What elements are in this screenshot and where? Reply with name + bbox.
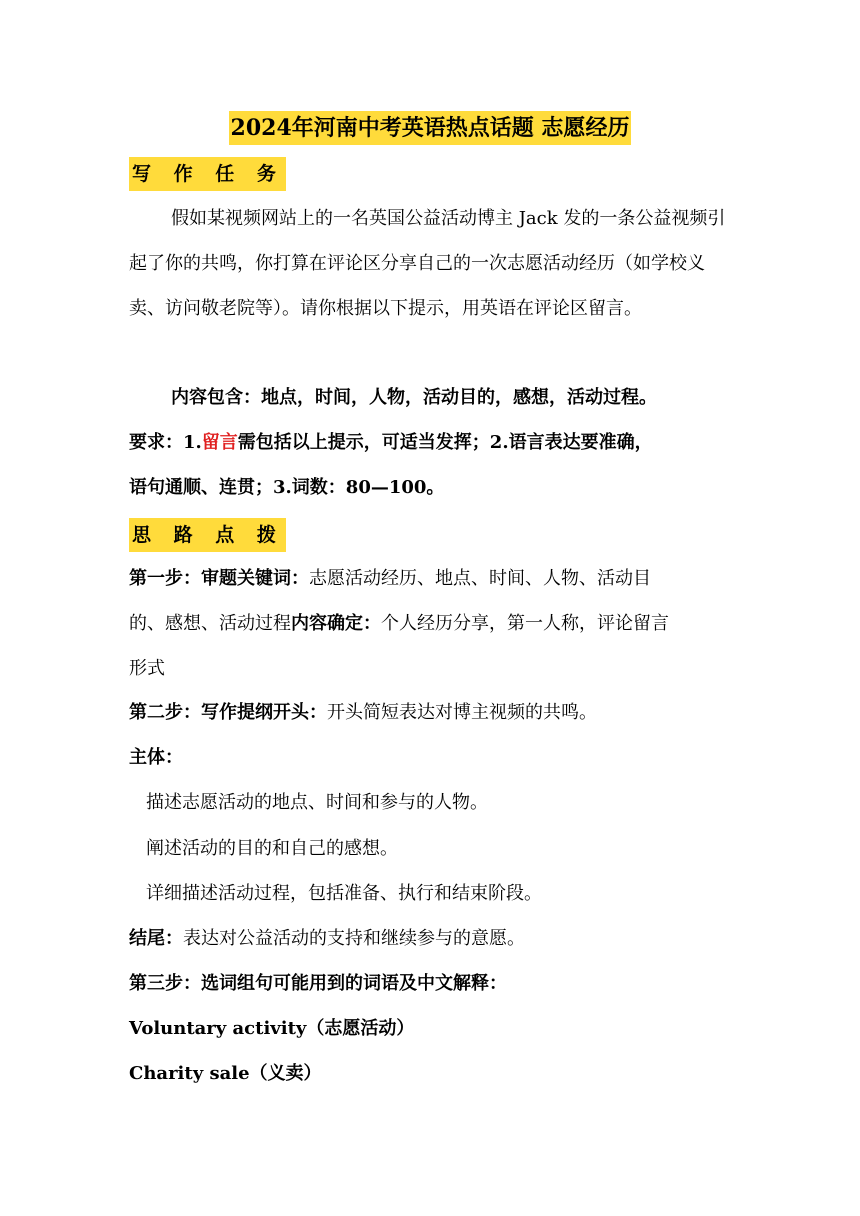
step2-label: 第二步：写作提纲开头：: [129, 702, 327, 723]
step1-label: 第一步：审题关键词：: [129, 568, 309, 589]
body-item: 阐述活动的目的和自己的感想。: [146, 838, 398, 859]
step1-paragraph: [129, 556, 749, 691]
body-item: 描述志愿活动的地点、时间和参与的人物。: [146, 792, 488, 813]
step1-label-2: 内容确定：: [291, 613, 381, 634]
body-item: 详细描述活动过程，包括准备、执行和结束阶段。: [146, 883, 542, 904]
section-heading-thinking: 思 路 点 拨: [129, 518, 286, 552]
vocab-chinese: （志愿活动）: [306, 1018, 415, 1039]
step2-line: [129, 690, 749, 735]
vocab-item: [129, 1017, 749, 1041]
step1-text-a: 志愿活动经历、地点、时间、人物、活动目: [309, 568, 651, 589]
body-label: 主体：: [129, 747, 183, 768]
req-prefix: 要求：1.: [129, 432, 202, 453]
section-heading-writing-task: 写 作 任 务: [129, 157, 286, 191]
vocab-item: [129, 1062, 749, 1086]
vocab-english: Voluntary activity: [129, 1018, 307, 1039]
task-paragraph: 假如某视频网站上的一名英国公益活动博主 Jack 发的一条公益视频引起了你的共鸣，你打算在评论区分享自己的一次志愿活动经历（如学校义卖、访问敬老院等）。请你根据以下提示，用英语在评论区留言。: [129, 208, 726, 319]
vocab-chinese: （义卖）: [249, 1063, 322, 1084]
step3-line: 第三步：选词组句可能用到的词语及中文解释：: [129, 973, 507, 994]
vocab-english: Charity sale: [129, 1063, 250, 1084]
title-highlight: 2024年河南中考英语热点话题 志愿经历: [229, 111, 632, 145]
step1-text-b: 的、感想、活动过程: [129, 613, 291, 634]
ending-text: 表达对公益活动的支持和继续参与的意愿。: [183, 928, 525, 949]
document-title: [0, 107, 860, 149]
step1-text-d: 形式: [129, 658, 165, 679]
req-rest: 需包括以上提示，可适当发挥；2.语言表达要准确，: [237, 432, 653, 453]
requirements-line-2: 语句通顺、连贯；3.词数：80—100。: [129, 477, 445, 498]
requirements-content: 内容包含：地点，时间，人物，活动目的，感想，活动过程。: [171, 387, 657, 408]
ending-label: 结尾：: [129, 928, 183, 949]
ending-line: [129, 927, 749, 951]
step1-text-c: 个人经历分享，第一人称，评论留言: [381, 613, 669, 634]
req-highlight-word: 留言: [201, 432, 238, 453]
step2-text: 开头简短表达对博主视频的共鸣。: [327, 702, 597, 723]
requirements-line: [129, 420, 749, 465]
